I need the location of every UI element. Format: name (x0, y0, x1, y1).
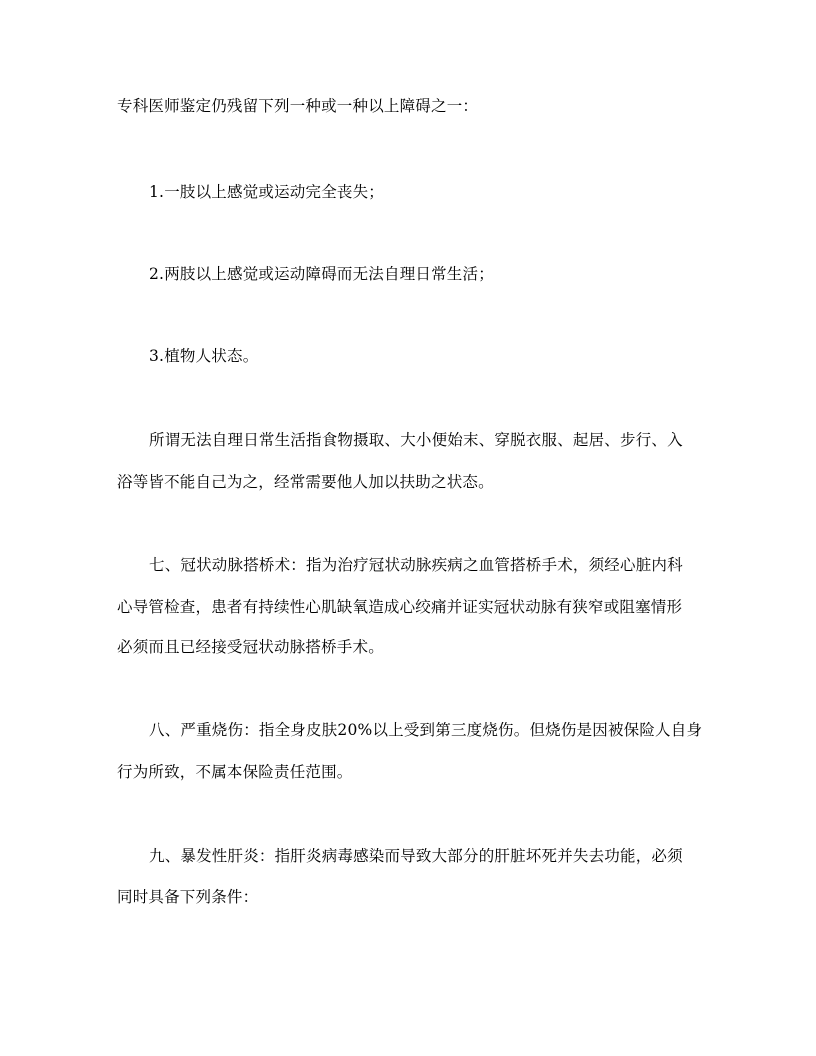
list-item-1: 1.一肢以上感觉或运动完全丧失； (149, 183, 384, 201)
section-nine-line-2: 同时具备下列条件： (117, 888, 259, 906)
list-item-2: 2.两肢以上感觉或运动障碍而无法自理日常生活； (149, 265, 494, 283)
list-item-3: 3.植物人状态。 (149, 347, 259, 365)
definition-paragraph-line-1: 所谓无法自理日常生活指食物摄取、大小便始末、穿脱衣服、起居、步行、入 (149, 431, 683, 449)
section-seven-line-1: 七、冠状动脉搭桥术：指为治疗冠状动脉疾病之血管搭桥手术，须经心脏内科 (149, 556, 683, 574)
section-eight-line-2: 行为所致，不属本保险责任范围。 (117, 763, 353, 781)
paragraph-intro-line-1: 专科医师鉴定仍残留下列一种或一种以上障碍之一： (117, 97, 479, 115)
section-nine-line-1: 九、暴发性肝炎：指肝炎病毒感染而导致大部分的肝脏坏死并失去功能，必须 (149, 847, 683, 865)
definition-paragraph-line-2: 浴等皆不能自己为之，经常需要他人加以扶助之状态。 (117, 473, 494, 491)
section-eight-line-1: 八、严重烧伤：指全身皮肤20%以上受到第三度烧伤。但烧伤是因被保险人自身 (149, 721, 703, 739)
section-seven-line-3: 必须而且已经接受冠状动脉搭桥手术。 (117, 638, 384, 656)
section-seven-line-2: 心导管检查，患者有持续性心肌缺氧造成心绞痛并证实冠状动脉有狭窄或阻塞情形 (117, 598, 683, 616)
